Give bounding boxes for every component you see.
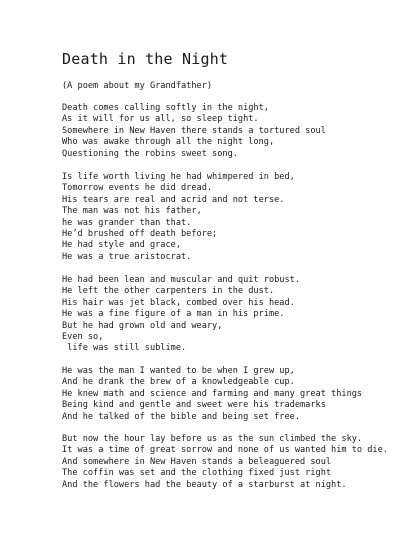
- poem-line: He was a true aristocrat.: [62, 251, 192, 262]
- poem-line: But now the hour lay before us as the sun climbed the sky.: [62, 434, 363, 444]
- poem-line: His tears are real and acrid and not terse.: [62, 194, 285, 205]
- stanza-5: [62, 434, 412, 491]
- poem-line: Questioning the robins sweet song.: [62, 148, 238, 159]
- poem-line: And he drank the brew of a knowledgeable cup.: [62, 377, 295, 388]
- poem-line: The coffin was set and the clothing fixed just right: [62, 468, 332, 479]
- stanza-1: [62, 103, 412, 160]
- poem-line: He knew math and science and farming and many great things: [62, 388, 363, 399]
- poem-line: As it will for us all, so sleep tight.: [62, 114, 259, 125]
- poem-subtitle: (A poem about my Grandfather): [62, 81, 213, 91]
- poem-line: And he talked of the bible and being set free.: [62, 411, 300, 422]
- poem-line: he was grander than that.: [62, 217, 192, 228]
- poem-line: He had style and grace,: [62, 240, 181, 251]
- poem-line: Tomorrow events he did dread.: [62, 183, 213, 194]
- poem-line: He left the other carpenters in the dust.: [62, 286, 275, 297]
- poem-line: He had been lean and muscular and quit robust.: [62, 275, 300, 285]
- poem-line: He was a fine figure of a man in his prime.: [62, 309, 285, 320]
- stanza-2: [62, 172, 412, 263]
- poem-line: The man was not his father,: [62, 206, 202, 217]
- poem-line: Is life worth living he had whimpered in bed,: [62, 172, 295, 182]
- poem-title: Death in the Night: [62, 50, 229, 68]
- poem-line: Somewhere in New Haven there stands a tortured soul: [62, 125, 326, 136]
- poem-line: And somewhere in New Haven stands a beleaguered soul: [62, 456, 332, 467]
- poem-line: Who was awake through all the night long,: [62, 137, 275, 148]
- poem-line: His hair was jet black, combed over his head.: [62, 297, 295, 308]
- poem-line: But he had grown old and weary,: [62, 320, 223, 331]
- poem-line: And the flowers had the beauty of a starburst at night.: [62, 479, 347, 490]
- stanza-3: [62, 275, 412, 355]
- poem-line: He’d brushed off death before;: [62, 228, 218, 239]
- poem-line: Death comes calling softly in the night,: [62, 103, 269, 113]
- poem-line: Even so,: [62, 331, 104, 342]
- poem-line: It was a time of great sorrow and none of us wanted him to die.: [62, 445, 388, 456]
- poem-line: Being kind and gentle and sweet were his trademarks: [62, 400, 326, 411]
- stanza-4: [62, 366, 412, 423]
- poem-line: life was still sublime.: [62, 343, 187, 354]
- poem-line: He was the man I wanted to be when I grew up,: [62, 366, 295, 376]
